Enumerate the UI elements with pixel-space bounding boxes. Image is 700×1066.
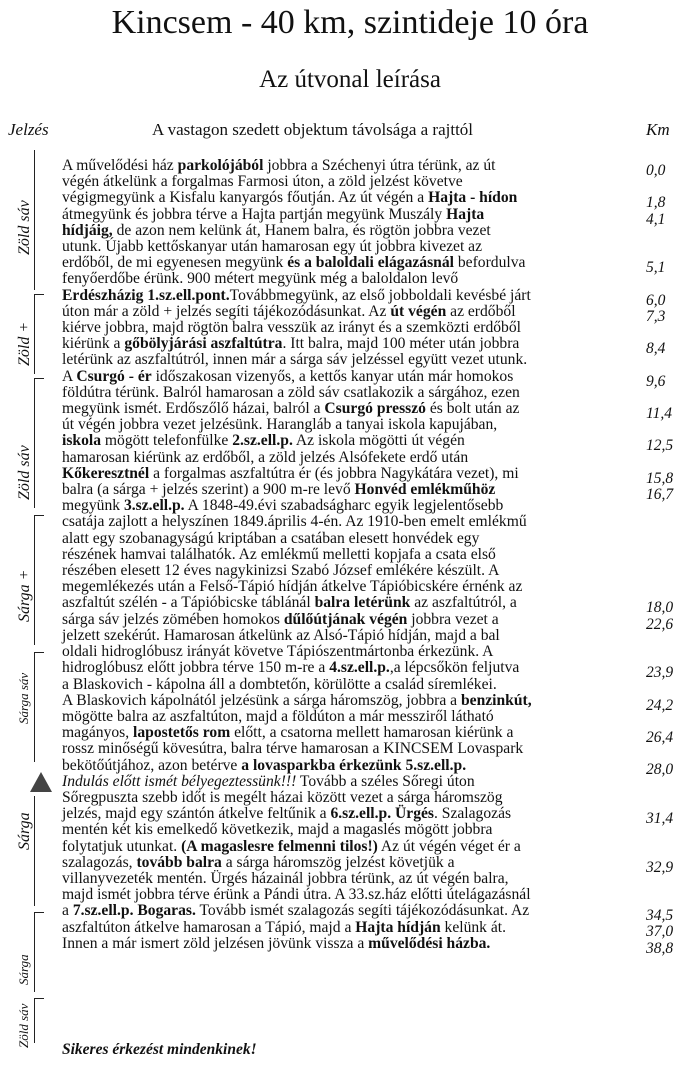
text-segment: jobbra vezet a [407, 610, 499, 628]
text-segment: Tovább ismét szalagozás segíti tájékozódásunkat. Az [195, 902, 530, 920]
text-segment: megyünk [62, 497, 124, 515]
text-segment: 4.sz.ell.p. [329, 659, 390, 677]
text-line [62, 725, 627, 741]
text-segment: . Itt balra, majd 100 méter után jobbra [282, 335, 520, 353]
text-segment: . Szalagozás [433, 805, 512, 823]
text-segment: úton már a zöld + jelzés segíti tájékozódásunkat. Az [62, 302, 391, 320]
text-segment: és bolt után az [425, 400, 520, 418]
marker-label: Sárga [16, 954, 31, 985]
text-line [62, 903, 627, 919]
text-segment: jelzés, majd egy szántón átkelve feltűnik a [62, 805, 331, 823]
text-segment: iskola [62, 432, 101, 450]
text-line [62, 385, 627, 401]
marker-tick [34, 998, 44, 999]
marker-line [34, 378, 35, 508]
km-value: 37,0 [646, 923, 674, 941]
text-segment: az erdőből [446, 302, 516, 320]
text-segment: hídjáig, [62, 221, 113, 239]
text-line [62, 920, 627, 936]
text-segment: a [62, 902, 73, 920]
text-segment: előtt, a csatorna mellett hamarosan kiérünk a [230, 724, 514, 742]
text-segment: oldali hidroglóbusz irányát követve Tápiószentmártonba érkezünk. A [62, 643, 494, 661]
text-line [62, 498, 627, 514]
text-line [62, 693, 627, 709]
header-description: A vastagon szedett objektum távolsága a rajttól [152, 120, 474, 139]
text-segment: Honvéd emlékműhöz [354, 481, 496, 499]
text-line [62, 433, 627, 449]
marker-tick [34, 294, 44, 295]
text-line [62, 790, 627, 806]
text-segment: Az iskola mögötti út végén [292, 432, 465, 450]
text-segment: Az út végén véget ér a [377, 837, 521, 855]
text-segment: szalagozás, [62, 853, 137, 871]
text-line [62, 628, 627, 644]
marker-line [34, 294, 35, 374]
km-value: 32,9 [646, 858, 674, 876]
text-segment: (A magaslesre felmenni tilos!) [181, 837, 378, 855]
text-line [62, 644, 627, 660]
km-value: 38,8 [646, 939, 674, 957]
text-segment: gőbölyjárási aszfaltútra [124, 335, 283, 353]
text-segment: bekötőútjához, azon betérve [62, 756, 242, 774]
km-value: 1,8 [646, 194, 666, 212]
text-line [62, 531, 627, 547]
text-line [62, 271, 627, 287]
text-segment: Tovább a széles Sőregi úton [296, 772, 475, 790]
km-value: 7,3 [646, 307, 666, 325]
text-segment: erdőből, de mi egyenesen megyünk [62, 254, 288, 272]
text-line [62, 936, 627, 952]
km-value: 12,5 [646, 437, 674, 455]
marker-label: Zöld + [16, 321, 33, 366]
text-line [62, 595, 627, 611]
marker-label: Zöld sáv [16, 445, 33, 500]
marker-line [34, 912, 35, 992]
text-line [62, 401, 627, 417]
page-title: Kincsem - 40 km, szintideje 10 óra [111, 4, 589, 41]
closing-message: Sikeres érkezést mindenkinek! [62, 1041, 257, 1058]
text-line [62, 369, 627, 385]
text-line [62, 288, 627, 304]
text-line [62, 223, 627, 239]
text-segment: Indulás előtt ismét bélyegeztessünk!!! [62, 772, 297, 790]
text-segment: Továbbmegyünk, az első jobboldali kevésbé járt [229, 286, 531, 304]
text-segment: 6.sz.ell.p. Ürgés [330, 805, 434, 823]
text-segment: rossz minőségű kövesútra, balra térve hamarosan a KINCSEM Lovaspark [62, 740, 524, 758]
text-segment: parkolójából [177, 157, 264, 174]
text-line [62, 158, 627, 174]
header-km: Km [646, 120, 670, 139]
km-value: 6,0 [646, 291, 666, 309]
km-value: 16,7 [646, 486, 674, 503]
text-line [62, 450, 627, 466]
text-segment: 2.sz.ell.p. [232, 432, 293, 450]
text-segment: tovább balra [136, 853, 222, 871]
text-line [62, 677, 627, 693]
km-value: 8,4 [646, 340, 666, 358]
text-segment: A [62, 367, 77, 385]
text-line [62, 822, 627, 838]
route-description [62, 158, 627, 952]
text-segment: megyünk ismét. Erdőszőlő házai, balról a [62, 400, 325, 418]
text-segment: A Blaskovich kápolnától jelzésünk a sárga háromszög, jobbra a [62, 691, 461, 709]
text-segment: fenyőerdőbe érünk. 900 métert megyünk még a baloldalon levő [62, 270, 459, 288]
marker-tick [34, 912, 44, 913]
text-segment: Csurgó - ér [76, 367, 152, 385]
text-segment: Innen a már ismert zöld jelzésen jövünk vissza a [62, 934, 369, 952]
text-segment: a lovasparkba érkezünk 5.sz.ell.p. [241, 756, 467, 774]
text-segment: kelünk át. [440, 918, 507, 936]
text-line [62, 304, 627, 320]
text-segment: befordulva [453, 254, 526, 272]
text-line [62, 514, 627, 530]
text-segment: út végén jobbra vezet jelzésünk. Harangláb a tanyai iskola kapujában, [62, 416, 498, 434]
text-line [62, 466, 627, 482]
text-segment: jobbra a Széchenyi útra térünk, az út [263, 157, 496, 174]
marker-label: Sárga [16, 812, 33, 850]
text-segment: Hajta hídján [355, 918, 441, 936]
text-segment: majd ismét jobbra térve érünk a Pándi útra. A 33.sz.ház előtti útelágazásnál [62, 886, 531, 904]
marker-label: Zöld sáv [16, 200, 33, 255]
text-line [62, 741, 627, 757]
header-marking: Jelzés [8, 120, 49, 139]
text-segment: kiérünk a [62, 335, 125, 353]
text-segment: részének hamvai találhatók. Az emlékmű melletti kopjafa a csata első [62, 545, 496, 563]
km-value: 18,0 [646, 599, 674, 617]
text-segment: hidroglóbusz előtt jobbra térve 150 m-re a [62, 659, 330, 677]
text-line [62, 417, 627, 433]
text-segment: időszakosan vizenyős, a kettős kanyar után már homokos [151, 367, 514, 385]
text-segment: sárga sáv jelzés zömében homokos [62, 610, 284, 628]
text-segment: folytatjuk utunkat. [62, 837, 182, 855]
text-line [62, 255, 627, 271]
text-line [62, 660, 627, 676]
text-segment: földútra térünk. Balról hamarosan a zöld sáv csatlakozik a sárgához, ezen [62, 383, 520, 401]
text-line [62, 855, 627, 871]
text-segment: hamarosan kiérünk az erdőből, a zöld jelzés Alsófekete erdő után [62, 448, 469, 466]
km-value: 28,0 [646, 761, 674, 779]
text-line [62, 563, 627, 579]
km-value: 24,2 [646, 696, 674, 714]
marker-label: Sárga + [16, 569, 33, 622]
marker-tick [34, 652, 44, 653]
km-value: 22,6 [646, 615, 674, 633]
km-value: 26,4 [646, 729, 674, 746]
marker-tick [34, 378, 44, 379]
marker-line [34, 515, 35, 645]
text-segment: A 1848-49.évi szabadságharc egyik legjelentősebb [184, 497, 504, 515]
text-line [62, 612, 627, 628]
triangle-marker-icon [30, 772, 52, 792]
text-line [62, 709, 627, 725]
text-segment: Kőkeresztnél [62, 464, 150, 482]
text-segment: mögötte balra az aszfaltúton, majd a földúton a már messziről látható [62, 707, 494, 725]
km-value: 11,4 [646, 405, 672, 422]
text-segment: út végén [390, 302, 447, 320]
page-subtitle: Az útvonal leírása [259, 66, 441, 93]
text-line [62, 806, 627, 822]
text-segment: lapostetős rom [133, 724, 231, 742]
text-segment: dűlőútjának végén [283, 610, 408, 628]
text-line [62, 207, 627, 223]
text-segment: villanyvezeték mentén. Ürgés házainál jobbra térünk, az út végén balra, [62, 869, 509, 887]
text-segment: mögött telefonfülke [101, 432, 233, 450]
km-value: 34,5 [646, 907, 674, 925]
text-segment: Csurgó presszó [324, 400, 426, 418]
text-segment: Hajta [446, 205, 485, 223]
text-segment: a sárga háromszög jelzést követjük a [221, 853, 455, 871]
km-value: 5,1 [646, 259, 666, 277]
text-segment: csatája zajlott a helyszínen 1849.április 4-én. Az 1910-ben emelt emlékmű [62, 513, 527, 531]
text-segment: végigmegyünk a Kisfalu kanyargós főutján. Az út végén a [62, 189, 429, 207]
text-segment: művelődési házba. [368, 934, 491, 952]
marker-line [34, 796, 35, 906]
text-line [62, 239, 627, 255]
km-value: 4,1 [646, 210, 666, 228]
text-line [62, 320, 627, 336]
km-value: 31,4 [646, 810, 674, 827]
km-value: 0,0 [646, 162, 666, 179]
text-segment: kiérve jobbra, majd rögtön balra vesszük az irányt és a szemközti erdőből [62, 319, 521, 337]
text-line [62, 336, 627, 352]
text-segment: Erdészházig 1.sz.ell.pont. [62, 286, 230, 304]
text-segment: Hajta - hídon [428, 189, 518, 207]
marker-label: Sárga sáv [16, 672, 31, 724]
marker-tick [34, 515, 44, 516]
text-segment: a Blaskovich - kápolna áll a dombtetőn, körülötte a család síremlékei. [62, 675, 497, 693]
text-line [62, 774, 627, 790]
text-segment: Sőregpuszta szebb időt is megélt házai között vezet a sárga háromszög [62, 788, 503, 806]
text-segment: az aszfaltútról, a [410, 594, 517, 612]
text-segment: alatt egy szobanagyságú kriptában a csatában elesett honvédek egy [62, 529, 480, 547]
text-segment: mentén két kis emelkedő következik, majd a magaslés mögött jobbra [62, 821, 493, 839]
km-value: 23,9 [646, 664, 674, 682]
text-segment: jelzett szekérút. Hamarosan átkelünk az Alsó-Tápió hídján, majd a bal [62, 626, 500, 644]
text-segment: balra (a sárga + jelzés szerint) a 900 m-re levő [62, 481, 355, 499]
km-value: 9,6 [646, 372, 666, 390]
text-segment: megemlékezés után a Felső-Tápió hídján átkelve Tápióbicskére érnénk az [62, 578, 523, 596]
marker-line [34, 998, 35, 1043]
text-segment: 3.sz.ell.p. [123, 497, 185, 515]
km-value: 15,8 [646, 469, 674, 487]
text-line [62, 547, 627, 563]
text-segment: benzinkút, [460, 691, 532, 709]
text-segment: ,a lépcsőkön feljutva [389, 659, 520, 677]
text-line [62, 871, 627, 887]
text-segment: aszfaltúton átkelve hamarosan a Tápió, majd a [62, 918, 356, 936]
text-line [62, 579, 627, 595]
marker-line [34, 150, 35, 290]
text-segment: aszfaltút szélén - a Tápióbicske táblánál [62, 594, 315, 612]
text-line [62, 174, 627, 190]
text-segment: A művelődési ház [62, 157, 178, 174]
text-segment: 7.sz.ell.p. Bogaras. [72, 902, 196, 920]
text-line [62, 887, 627, 903]
text-segment: részében elesett 12 éves nagykinizsi Szabó József emlékére készült. A [62, 562, 500, 580]
text-line [62, 352, 627, 368]
text-line [62, 758, 627, 774]
text-line [62, 482, 627, 498]
marker-label: Zöld sáv [16, 1003, 31, 1048]
text-line [62, 839, 627, 855]
marker-line [34, 652, 35, 762]
text-segment: letérünk az aszfaltútról, innen már a sárga sáv jelzéssel együtt vezet utunk. [62, 351, 528, 369]
text-segment: utunk. Újabb kettőskanyar után hamarosan egy út jobbra kivezet az [62, 238, 483, 256]
text-segment: balra letérünk [314, 594, 411, 612]
text-segment: a forgalmas aszfaltútra ér (és jobbra Nagykátára vezet), mi [149, 464, 519, 482]
text-segment: végén átkelünk a forgalmas Farmosi úton, a zöld jelzést követve [62, 173, 463, 191]
text-segment: átmegyünk és jobbra térve a Hajta partján megyünk Muszály [62, 205, 447, 223]
text-segment: de azon nem kelünk át, Hanem balra, és rögtön jobbra vezet [112, 221, 491, 239]
text-segment: magányos, [62, 724, 134, 742]
text-segment: és a baloldali elágazásnál [287, 254, 454, 272]
text-line [62, 190, 627, 206]
